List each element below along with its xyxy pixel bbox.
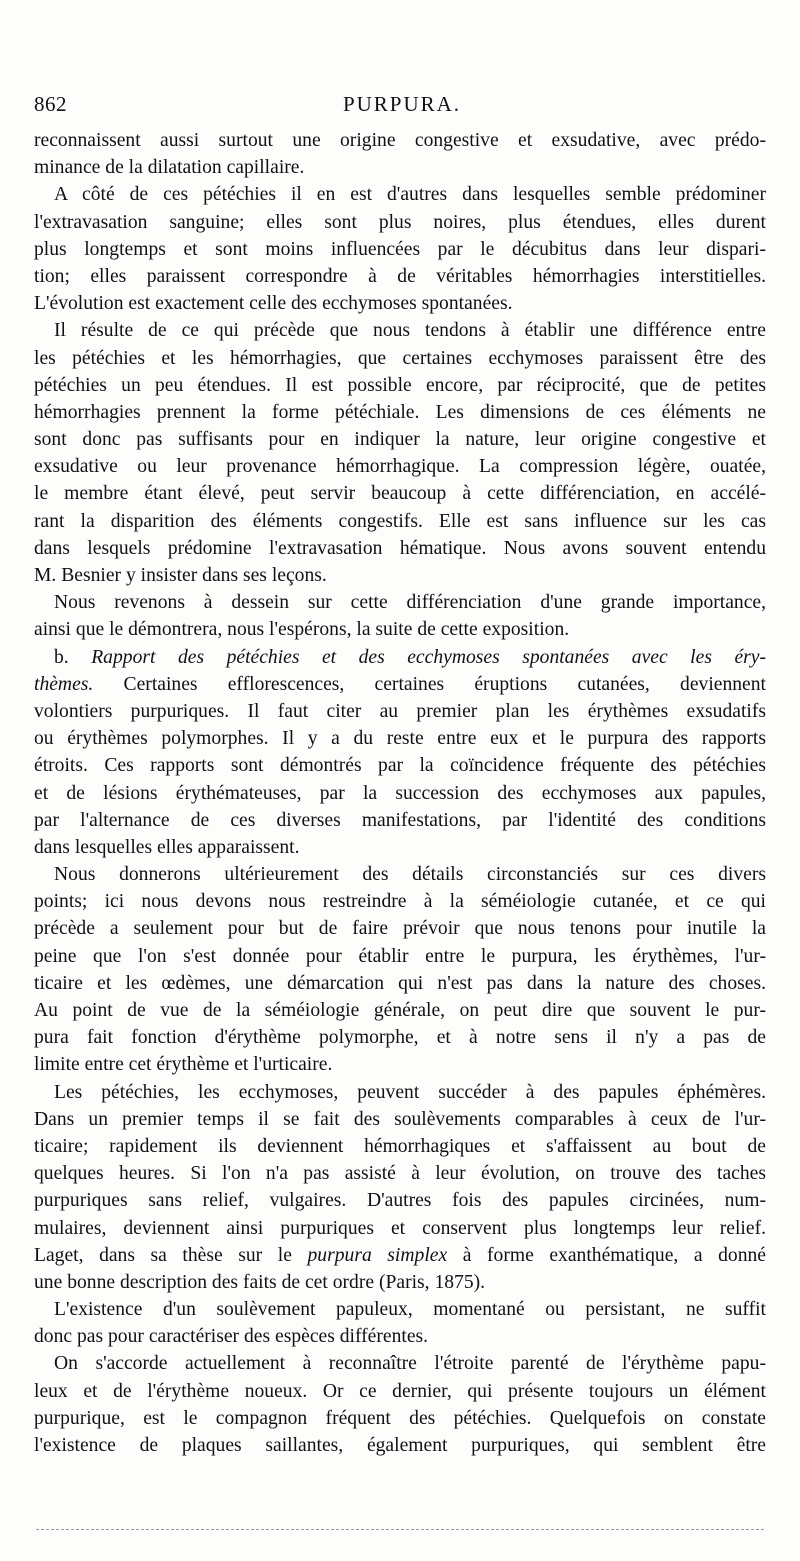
text-line: et de lésions érythémateuses, par la succession des ecchymoses aux papules, — [34, 782, 766, 804]
text-line: précède a seulement pour but de faire prévoir que nous tenons pour inutile la — [34, 918, 766, 940]
text-line: mulaires, deviennent ainsi purpuriques et conservent plus longtemps leur relief. — [34, 1217, 766, 1239]
section-heading-end: thèmes. — [34, 673, 94, 695]
body-text — [34, 127, 766, 1459]
text-line: pura fait fonction d'érythème polymorphe, et à notre sens il n'y a pas de — [34, 1027, 766, 1049]
text-line: tion; elles paraissent correspondre à de véritables hémorrhagies interstitielles. — [34, 265, 766, 287]
text-line: L'évolution est exactement celle des ecchymoses spontanées. — [34, 293, 513, 315]
text-line: Dans un premier temps il se fait des soulèvements comparables à ceux de l'ur- — [34, 1108, 766, 1130]
section-heading-line — [34, 671, 766, 698]
italic-term: purpura simplex — [307, 1244, 448, 1266]
text-line: Nous revenons à dessein sur cette différenciation d'une grande importance, — [54, 592, 766, 614]
text-fragment: à forme exanthématique, a donné — [462, 1244, 766, 1266]
text-line: dans lesquels prédomine l'extravasation hématique. Nous avons souvent entendu — [34, 537, 766, 559]
text-line: peine que l'on s'est donnée pour établir entre le purpura, les érythèmes, l'ur- — [34, 945, 766, 967]
running-header — [34, 92, 770, 122]
text-line: minance de la dilatation capillaire. — [34, 157, 305, 179]
text-line: rant la disparition des éléments congestifs. Elle est sans influence sur les cas — [34, 510, 766, 532]
text-line: l'extravasation sanguine; elles sont plus noires, plus étendues, elles durent — [34, 211, 766, 233]
text-line: dans lesquelles elles apparaissent. — [34, 836, 300, 858]
text-line: Les pétéchies, les ecchymoses, peuvent succéder à des papules éphémères. — [54, 1081, 766, 1103]
text-line: Nous donnerons ultérieurement des détails circonstanciés sur ces divers — [54, 864, 766, 886]
text-line: quelques heures. Si l'on n'a pas assisté à leur évolution, on trouve des taches — [34, 1163, 766, 1185]
text-line: sont donc pas suffisants pour en indiquer la nature, leur origine congestive et — [34, 429, 766, 451]
text-line: volontiers purpuriques. Il faut citer au premier plan les érythèmes exsudatifs — [34, 700, 766, 722]
text-line: ticaire et les œdèmes, une démarcation qui n'est pas dans la nature des choses. — [34, 972, 766, 994]
text-line: donc pas pour caractériser des espèces différentes. — [34, 1326, 429, 1348]
text-line: leux et de l'érythème noueux. Or ce dernier, qui présente toujours un élément — [34, 1380, 766, 1402]
text-line: limite entre cet érythème et l'urticaire. — [34, 1054, 333, 1076]
text-line: plus longtemps et sont moins influencées par le décubitus dans leur dispari- — [34, 238, 766, 260]
text-line: On s'accorde actuellement à reconnaître l'étroite parenté de l'érythème papu- — [54, 1353, 766, 1375]
text-line — [34, 1242, 766, 1269]
text-line: ticaire; rapidement ils deviennent hémorrhagiques et s'affaissent au bout de — [34, 1135, 766, 1157]
text-line: purpurique, est le compagnon fréquent des pétéchies. Quelquefois on constate — [34, 1407, 766, 1429]
text-line: les pétéchies et les hémorrhagies, que certaines ecchymoses paraissent être des — [34, 347, 766, 369]
text-line: points; ici nous devons nous restreindre à la séméiologie cutanée, et ce qui — [34, 891, 766, 913]
text-line: étroits. Ces rapports sont démontrés par la coïncidence fréquente des pétéchies — [34, 755, 766, 777]
text-line: pétéchies un peu étendues. Il est possible encore, par réciprocité, que de petites — [34, 374, 766, 396]
text-line: Au point de vue de la séméiologie générale, on peut dire que souvent le pur- — [34, 1000, 766, 1021]
text-line: A côté de ces pétéchies il en est d'autres dans lesquelles semble prédominer — [54, 184, 766, 206]
text-line: par l'alternance de ces diverses manifestations, par l'identité des conditions — [34, 809, 766, 831]
text-fragment: Certaines efflorescences, certaines éruptions cutanées, deviennent — [123, 673, 766, 695]
text-line: ainsi que le démontrera, nous l'espérons, la suite de cette exposition. — [34, 619, 570, 641]
text-line: Il résulte de ce qui précède que nous tendons à établir une différence entre — [54, 320, 766, 342]
text-line: reconnaissent aussi surtout une origine congestive et exsudative, avec prédo- — [34, 130, 766, 151]
text-fragment: Laget, dans sa thèse sur le — [34, 1244, 292, 1266]
page-number: 862 — [34, 92, 67, 116]
section-heading-line — [34, 644, 766, 671]
text-line: une bonne description des faits de cet ordre (Paris, 1875). — [34, 1271, 486, 1293]
text-line: hémorrhagies prennent la forme pétéchiale. Les dimensions de ces éléments ne — [34, 401, 766, 423]
text-line: l'existence de plaques saillantes, également purpuriques, qui semblent être — [34, 1435, 766, 1456]
text-line: exsudative ou leur provenance hémorrhagique. La compression légère, ouatée, — [34, 456, 766, 478]
footer-rule — [36, 1529, 764, 1530]
text-line: ou érythèmes polymorphes. Il y a du reste entre eux et le purpura des rapports — [34, 728, 766, 750]
section-heading: Rapport des pétéchies et des ecchymoses spontanées avec les éry- — [91, 646, 767, 668]
text-line: L'existence d'un soulèvement papuleux, momentané ou persistant, ne suffit — [54, 1299, 766, 1321]
text-line: M. Besnier y insister dans ses leçons. — [34, 565, 327, 586]
running-title: PURPURA. — [342, 92, 462, 116]
text-line: le membre étant élevé, peut servir beaucoup à cette différenciation, en accélé- — [34, 483, 766, 505]
section-label: b. — [54, 646, 69, 668]
text-line: purpuriques sans relief, vulgaires. D'autres fois des papules circinées, num- — [34, 1190, 766, 1212]
